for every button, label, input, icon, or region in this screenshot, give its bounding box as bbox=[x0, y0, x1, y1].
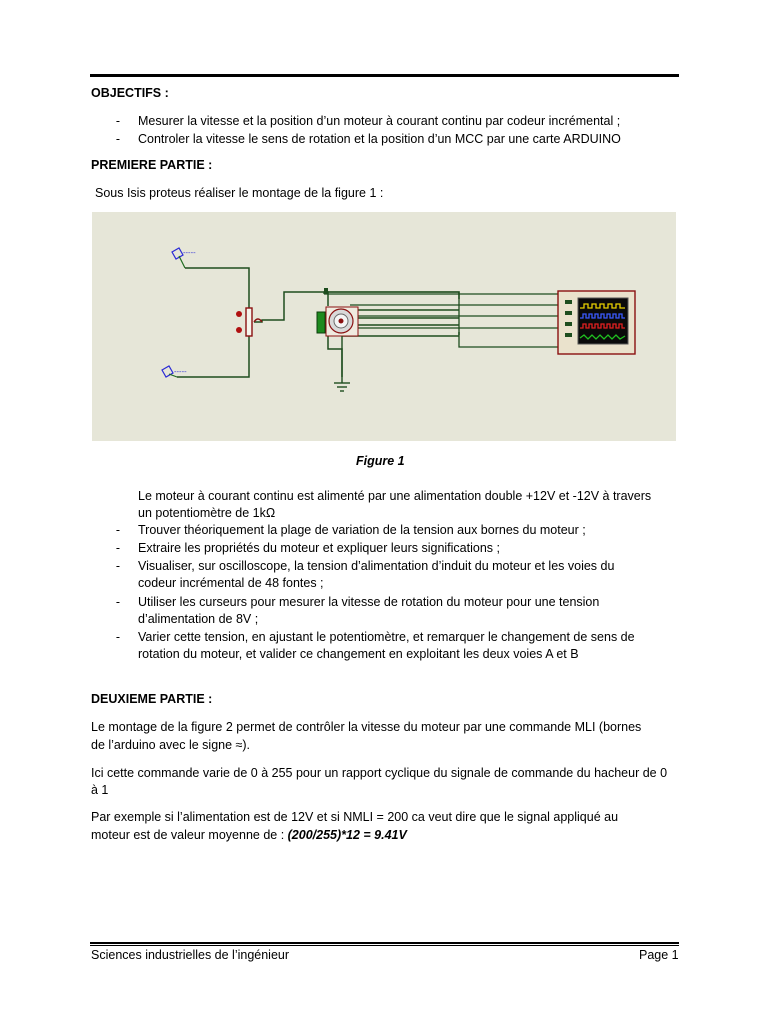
bullet-dash: - bbox=[115, 630, 121, 644]
objectif-item-2: Controler la vitesse le sens de rotation et la position d’un MCC par une carte ARDUINO bbox=[138, 132, 621, 146]
p3-formula: (200/255)*12 = 9.41V bbox=[287, 828, 407, 842]
motor-icon bbox=[317, 288, 358, 336]
bullet-dash: - bbox=[115, 541, 121, 555]
deuxieme-partie-heading: DEUXIEME PARTIE : bbox=[91, 692, 213, 706]
bullet-dash: - bbox=[115, 595, 121, 609]
figure-1-schematic bbox=[92, 212, 676, 441]
p3-prefix: moteur est de valeur moyenne de : bbox=[91, 828, 288, 842]
premiere-item-5-line1: Varier cette tension, en ajustant le potentiomètre, et remarquer le changement de sens de bbox=[138, 630, 635, 644]
deuxieme-p3-line1: Par exemple si l’alimentation est de 12V et si NMLI = 200 ca veut dire que le signal appliqué au bbox=[91, 810, 619, 824]
deuxieme-p1-line2: de l’arduino avec le signe ≈). bbox=[91, 738, 251, 752]
premiere-item-2: Extraire les propriétés du moteur et expliquer leurs significations ; bbox=[138, 541, 500, 555]
deuxieme-p2-line2: à 1 bbox=[91, 783, 109, 797]
premiere-item-4-line1: Utiliser les curseurs pour mesurer la vitesse de rotation du moteur pour une tension bbox=[138, 595, 600, 609]
bullet-dash: - bbox=[115, 132, 121, 146]
figure-caption: Figure 1 bbox=[356, 454, 405, 468]
ground-icon bbox=[334, 336, 350, 391]
oscilloscope-icon bbox=[558, 291, 635, 354]
terminal-bottom-label: ----- bbox=[174, 368, 187, 376]
deuxieme-p1-line1: Le montage de la figure 2 permet de contrôler la vitesse du moteur par une commande MLI (bornes bbox=[91, 720, 642, 734]
objectifs-heading: OBJECTIFS : bbox=[91, 86, 169, 100]
premiere-intro: Sous Isis proteus réaliser le montage de la figure 1 : bbox=[95, 186, 384, 200]
moteur-para-line1: Le moteur à courant continu est alimenté par une alimentation double +12V et -12V à travers bbox=[138, 489, 652, 503]
objectif-item-1: Mesurer la vitesse et la position d’un moteur à courant continu par codeur incrémental ; bbox=[138, 114, 621, 128]
premiere-partie-heading: PREMIERE PARTIE : bbox=[91, 158, 213, 172]
header-rule bbox=[90, 74, 679, 77]
bullet-dash: - bbox=[115, 523, 121, 537]
moteur-para-line2: un potentiomètre de 1kΩ bbox=[138, 506, 276, 520]
terminal-top-label: ----- bbox=[183, 249, 196, 257]
footer-rule-thin bbox=[90, 945, 679, 946]
premiere-item-3-line1: Visualiser, sur oscilloscope, la tension d’alimentation d’induit du moteur et les voies du bbox=[138, 559, 615, 573]
page-number: Page 1 bbox=[639, 948, 679, 962]
oscilloscope-wires bbox=[324, 292, 558, 347]
premiere-item-5-line2: rotation du moteur, et valider ce changement en exploitant les deux voies A et B bbox=[138, 647, 579, 661]
schematic-svg bbox=[92, 212, 676, 441]
bullet-dash: - bbox=[115, 114, 121, 128]
deuxieme-p2-line1: Ici cette commande varie de 0 à 255 pour un rapport cyclique du signale de commande du hacheur de 0 bbox=[91, 766, 668, 780]
premiere-item-3-line2: codeur incrémental de 48 fontes ; bbox=[138, 576, 324, 590]
footer-rule bbox=[90, 942, 679, 944]
premiere-item-4-line2: d’alimentation de 8V ; bbox=[138, 612, 259, 626]
bullet-dash: - bbox=[115, 559, 121, 573]
footer-left: Sciences industrielles de l’ingénieur bbox=[91, 948, 290, 962]
deuxieme-p3-line2 bbox=[91, 827, 407, 844]
premiere-item-1: Trouver théoriquement la plage de variation de la tension aux bornes du moteur ; bbox=[138, 523, 586, 537]
